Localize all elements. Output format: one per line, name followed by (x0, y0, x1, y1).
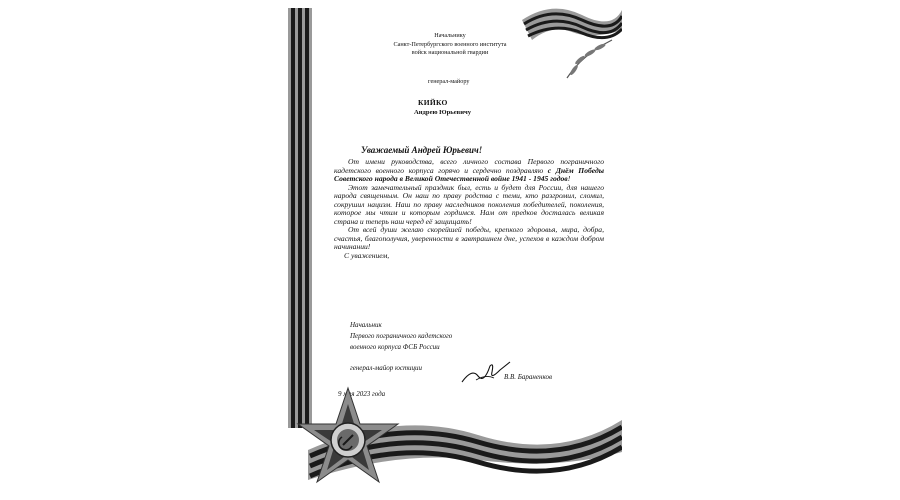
signer-line-3: военного корпуса ФСБ России (350, 343, 440, 351)
addressee-line-2: Санкт-Петербургского военного института (393, 40, 507, 48)
letter-body (334, 158, 604, 260)
addressee-surname: КИЙКО (418, 98, 448, 107)
addressee-rank: генерал-майору (428, 78, 470, 85)
paragraph-2: Этот замечательный праздник был, есть и будет для России, для нашего народа священным. Он наш по праву родства с теми, кто разгромил, сломил, сокрушил нацизм. Наш по праву наследников поколения победителей, поколения, которое мы чтим и которым гордимся. Нам от предков досталась великая страна и теперь наш черед её защищать! (334, 182, 604, 226)
addressee-name: Андрею Юрьевичу (414, 109, 472, 116)
signer-block (350, 320, 452, 353)
letter-date: 9 мая 2023 года (338, 390, 386, 398)
paragraph-3: От всей души желаю скорейшей победы, крепкого здоровья, мира, добра, счастья, благополучия, уверенности в завтрашнем дне, успехов в каждом добром начинании! (334, 225, 604, 251)
order-of-patriotic-war-icon (278, 380, 622, 500)
signer-line-1: Начальник (350, 321, 382, 329)
letter-page (278, 0, 622, 500)
st-george-ribbon-left (288, 8, 312, 428)
paragraph-1 (334, 158, 604, 184)
paragraph-1-highlight: с Днём Победы Советского народа в Великой Отечественной войне 1941 - 1945 годов (334, 165, 604, 183)
addressee-block (360, 32, 540, 58)
regards: С уважением, (344, 250, 390, 260)
signer-rank: генерал-майор юстиции (350, 364, 423, 372)
addressee-line-1: Начальнику (434, 32, 466, 39)
paragraph-1-end: ! (567, 174, 571, 183)
signer-line-2: Первого пограничного кадетского (350, 332, 453, 340)
signer-name: В.В. Бараненков (504, 373, 553, 381)
paragraph-1-text: От имени руководства, всего личного состава Первого пограничного кадетского военного корпуса горячо и сердечно поздравляю (334, 157, 604, 175)
addressee-line-3: войск национальной гвардии (411, 49, 489, 57)
greeting: Уважаемый Андрей Юрьевич! (361, 145, 483, 155)
